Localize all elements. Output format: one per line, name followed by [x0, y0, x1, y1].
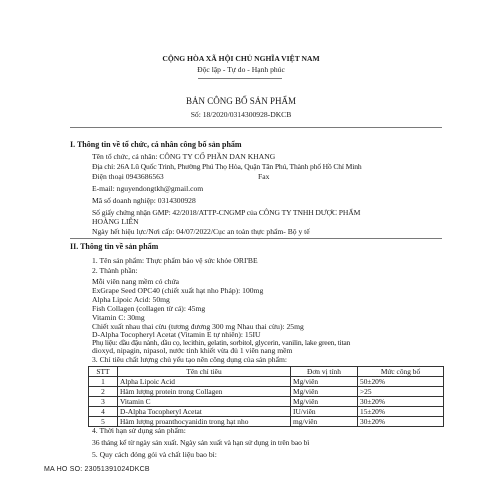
country-header: CỘNG HÒA XÃ HỘI CHỦ NGHĨA VIỆT NAM	[162, 54, 320, 63]
section1-heading: I. Thông tin về tổ chức, cá nhân công bố sản phẩm	[70, 140, 242, 149]
table-row	[89, 417, 444, 427]
shelf-life-label: 4. Thời hạn sử dụng sản phẩm:	[92, 426, 186, 435]
cell-criterion: Vitamin C	[118, 397, 291, 407]
table-row	[89, 397, 444, 407]
cell-level: 30±20%	[358, 397, 444, 407]
table-header-row	[89, 367, 444, 377]
cell-stt: 4	[89, 407, 118, 417]
org-address: Địa chỉ: 26A Lũ Quốc Trinh, Phường Phú Thọ Hòa, Quận Tân Phú, Thành phố Hồ Chí Minh	[92, 162, 362, 171]
org-fax-label: Fax	[258, 172, 270, 181]
col-header-stt: STT	[89, 367, 118, 377]
table-row	[89, 407, 444, 417]
col-header-unit: Đơn vị tính	[291, 367, 358, 377]
col-header-criterion: Tên chỉ tiêu	[118, 367, 291, 377]
motto: Độc lập - Tự do - Hạnh phúc	[197, 65, 285, 74]
ingredient-vitamin-c: Vitamin C: 30mg	[92, 313, 145, 322]
cell-unit: IU/viên	[291, 407, 358, 417]
motto-underline	[198, 78, 282, 79]
cell-level: 30±20%	[358, 417, 444, 427]
gmp-expiry: Ngày hết hiệu lực/Nơi cấp: 04/07/2022/Cục an toàn thực phẩm- Bộ y tế	[92, 227, 310, 236]
org-email: E-mail: nguyendongtkh@gmail.com	[92, 184, 204, 193]
doc-number: Số: 18/2020/0314300928-DKCB	[190, 110, 292, 119]
cell-unit: Mg/viên	[291, 377, 358, 387]
cell-unit: mg/viên	[291, 417, 358, 427]
cell-unit: Mg/viên	[291, 387, 358, 397]
ingredient-fish-collagen: Fish Collagen (collagen từ cá): 45mg	[92, 304, 206, 313]
org-name: Tên tổ chức, cá nhân: CÔNG TY CỔ PHẦN DAN KHANG	[92, 152, 276, 161]
table-row	[89, 377, 444, 387]
cell-criterion: Hàm lượng proanthocyanidin trong hạt nho	[118, 417, 291, 427]
gmp-certificate: Số giấy chứng nhận GMP: 42/2018/ATTP-CNGMP của CÔNG TY TNHH DƯỢC PHẨM	[92, 208, 361, 217]
packaging-label: 5. Quy cách đóng gói và chất liệu bao bì:	[92, 450, 217, 459]
composition-intro: Mỗi viên nang mềm có chứa	[92, 277, 179, 286]
cell-level: 50±20%	[358, 377, 444, 387]
excipients-line-2: dioxyd, nipagin, nipasol, nước tinh khiết vừa đủ 1 viên nang mềm	[92, 346, 293, 355]
org-tax-code: Mã số doanh nghiệp: 0314300928	[92, 196, 196, 205]
quality-criteria-label: 3. Chỉ tiêu chất lượng chủ yếu tạo nên công dụng của sản phẩm:	[92, 355, 287, 364]
dossier-code: MA HO SO: 23051391024DKCB	[44, 466, 150, 473]
cell-level: >25	[358, 387, 444, 397]
ingredient-alpha-lipoic: Alpha Lipoic Acid: 50mg	[92, 295, 170, 304]
ingredient-grape-seed: ExGrape Seed OPC40 (chiết xuất hạt nho Pháp): 100mg	[92, 286, 264, 295]
ingredient-vitamin-e: D-Alpha Tocopheryl Acetat (Vitamin E tự nhiên): 15IU	[92, 330, 261, 339]
section2-heading: II. Thông tin về sản phẩm	[70, 242, 159, 251]
org-phone: Điện thoại 0943686563	[92, 172, 164, 181]
table-row	[89, 387, 444, 397]
excipients-line-1: Phụ liệu: dầu đậu nành, dầu cọ, lecithin, gelatin, sorbitol, glycerin, vanilin, lake green, titan	[92, 338, 351, 347]
cell-criterion: Alpha Lipoic Acid	[118, 377, 291, 387]
shelf-life-value: 36 tháng kể từ ngày sản xuất. Ngày sản xuất và hạn sử dụng in trên bao bì	[92, 438, 310, 447]
composition-label: 2. Thành phần:	[92, 266, 138, 275]
quality-table	[88, 366, 444, 427]
gmp-company: HOÀNG LIÊN	[92, 217, 139, 226]
cell-stt: 5	[89, 417, 118, 427]
cell-level: 15±20%	[358, 407, 444, 417]
cell-stt: 2	[89, 387, 118, 397]
col-header-level: Mức công bố	[358, 367, 444, 377]
ingredient-placenta: Chiết xuất nhau thai cừu (tương đương 300 mg Nhau thai cừu): 25mg	[92, 322, 304, 331]
divider-2	[70, 238, 442, 239]
cell-stt: 1	[89, 377, 118, 387]
cell-stt: 3	[89, 397, 118, 407]
cell-unit: Mg/viên	[291, 397, 358, 407]
cell-criterion: D-Alpha Tocopheryl Acetat	[118, 407, 291, 417]
doc-title: BẢN CÔNG BỐ SẢN PHẨM	[185, 96, 297, 106]
cell-criterion: Hàm lượng protein trong Collagen	[118, 387, 291, 397]
product-name: 1. Tên sản phẩm: Thực phẩm bảo vệ sức khỏe ORI'BE	[92, 256, 258, 265]
divider-1	[70, 127, 442, 128]
